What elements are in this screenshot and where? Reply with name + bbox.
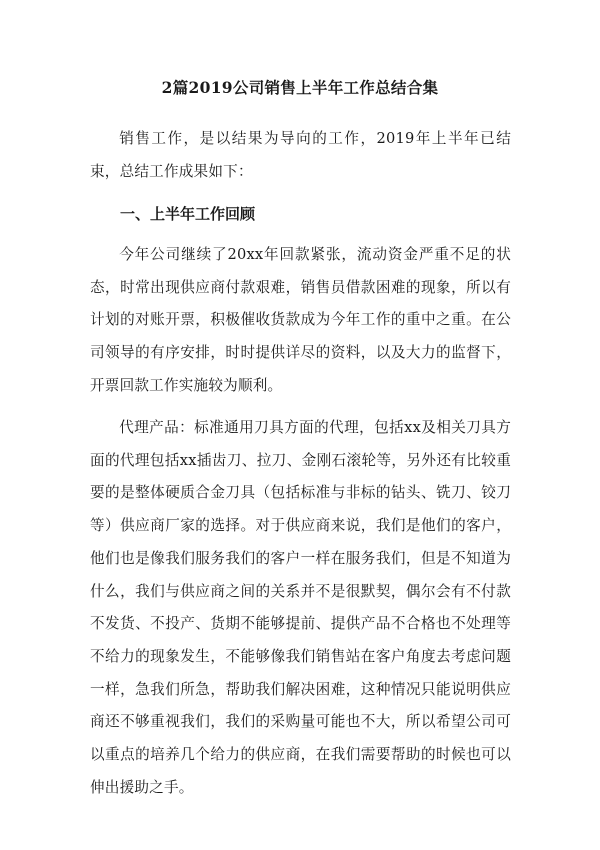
document-title: 2篇2019公司销售上半年工作总结合集 — [161, 78, 439, 97]
body-paragraph-1: 今年公司继续了20xx年回款紧张，流动资金严重不足的状态，时常出现供应商付款艰难，销售员借款困难的现象，所以有计划的对账开票，积极催收货款成为今年工作的重中之重。在公司领导的有序安排，时时提供详尽的资料，以及大力的监督下，开票回款工作实施较为顺利。 — [90, 246, 511, 394]
intro-paragraph: 销售工作，是以结果为导向的工作，2019年上半年已结束，总结工作成果如下： — [90, 130, 511, 180]
section-heading: 一、上半年工作回顾 — [120, 205, 256, 223]
body-paragraph-2: 代理产品：标准通用刀具方面的代理，包括xx及相关刀具方面的代理包括xx插齿刀、拉刀、金刚石滚轮等，另外还有比较重要的是整体硬质合金刀具（包括标准与非标的钻头、铣刀、铰刀等）供应商厂家的选择。对于供应商来说，我们是他们的客户，他们也是像我们服务我们的客户一样在服务我们，但是不知道为什么，我们与供应商之间的关系并不是很默契，偶尔会有不付款不发货、不投产、货期不能够提前、提供产品不合格也不处理等不给力的现象发生，不能够像我们销售站在客户角度去考虑问题一样，急我们所急，帮助我们解决困难，这种情况只能说明供应商还不够重视我们，我们的采购量可能也不大，所以希望公司可以重点的培养几个给力的供应商，在我们需要帮助的时候也可以伸出援助之手。 — [90, 419, 511, 796]
